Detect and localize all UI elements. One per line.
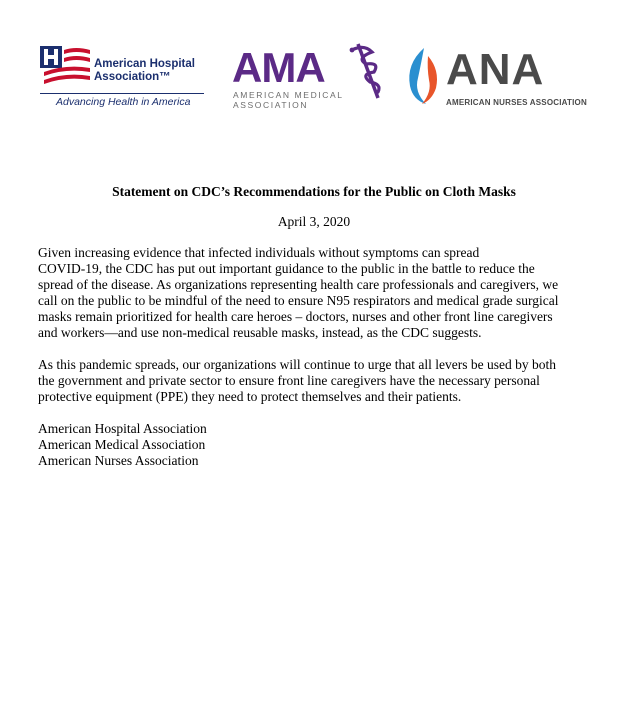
ana-logo xyxy=(404,44,604,114)
signer-ana: American Nurses Association xyxy=(38,453,199,468)
paragraph-line: the government and private sector to ensure front line caregivers have the necessary personal xyxy=(38,373,540,388)
aha-h-flag-icon xyxy=(40,46,92,88)
paragraph-line: Given increasing evidence that infected individuals without symptoms can spread xyxy=(38,245,480,260)
ana-letters: ANA xyxy=(446,45,545,94)
document-date: April 3, 2020 xyxy=(277,214,351,229)
ama-subtitle: AMERICAN MEDICAL ASSOCIATION xyxy=(233,90,344,110)
ama-logo xyxy=(232,44,392,114)
paragraph-line: and workers—and use non-medical reusable masks, instead, as the CDC suggests. xyxy=(38,325,482,340)
aha-tagline: Advancing Health in America xyxy=(56,96,191,108)
aha-divider xyxy=(40,93,204,94)
paragraph-line: call on the public to be mindful of the need to ensure N95 respirators and medical grade surgical xyxy=(38,293,559,308)
aha-logo xyxy=(38,44,208,114)
paragraph-line: spread of the disease. As organizations representing health care professionals and caregivers, we xyxy=(38,277,559,292)
ama-letters: AMA xyxy=(232,44,325,91)
paragraph-line: As this pandemic spreads, our organizations will continue to urge that all levers be used by both xyxy=(38,357,557,372)
paragraph-line: protective equipment (PPE) they need to protect themselves and their patients. xyxy=(38,389,462,404)
signer-aha: American Hospital Association xyxy=(38,421,207,436)
ana-subtitle: AMERICAN NURSES ASSOCIATION xyxy=(446,98,587,107)
paragraph-line: masks remain prioritized for health care heroes – doctors, nurses and other front line caregivers xyxy=(38,309,553,324)
paragraph-1 xyxy=(38,245,590,341)
staff-of-aesculapius-icon xyxy=(344,40,388,100)
ana-flame-icon xyxy=(404,46,444,106)
logo-banner xyxy=(0,38,625,118)
aha-name: American Hospital Association™ xyxy=(94,58,195,83)
signer-ama: American Medical Association xyxy=(38,437,206,452)
signatories xyxy=(38,421,590,469)
paragraph-2 xyxy=(38,357,590,405)
paragraph-line: COVID-19, the CDC has put out important guidance to the public in the battle to reduce the xyxy=(38,261,535,276)
statement-document xyxy=(38,184,590,469)
document-title: Statement on CDC’s Recommendations for the Public on Cloth Masks xyxy=(112,184,516,199)
